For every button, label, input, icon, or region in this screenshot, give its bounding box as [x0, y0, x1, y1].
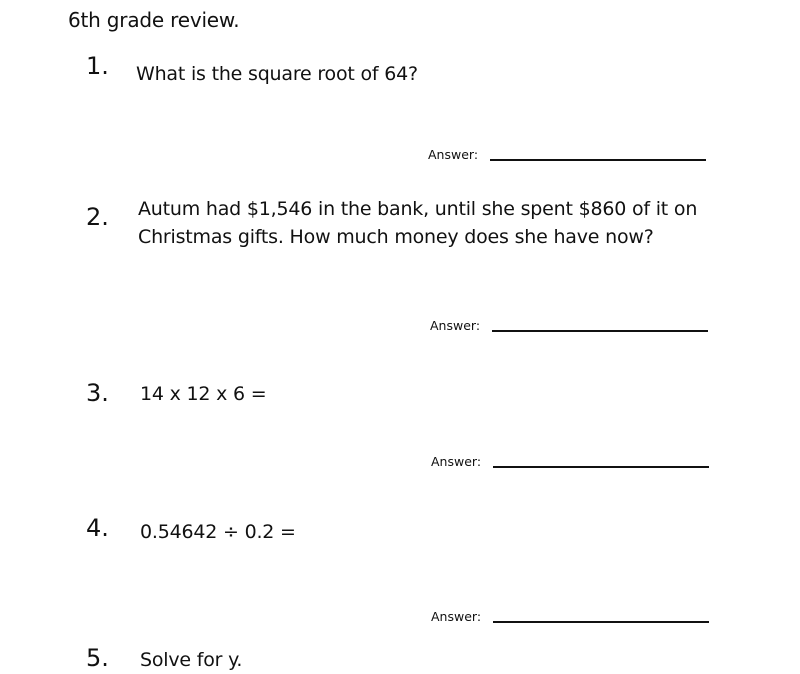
answer-label: Answer:: [431, 454, 482, 469]
answer-label: Answer:: [430, 318, 481, 333]
question-4-number: 4.: [86, 514, 109, 542]
answer-row-3: [431, 454, 731, 474]
answer-label: Answer:: [428, 147, 479, 162]
question-3-number: 3.: [86, 379, 109, 407]
answer-line[interactable]: [492, 330, 708, 332]
question-5-number: 5.: [86, 644, 109, 672]
question-1-number: 1.: [86, 52, 109, 80]
answer-row-2: [430, 318, 730, 338]
answer-row-1: [428, 147, 728, 167]
answer-line[interactable]: [493, 621, 709, 623]
worksheet-title: 6th grade review.: [68, 8, 240, 32]
answer-label: Answer:: [431, 609, 482, 624]
question-2-number: 2.: [86, 203, 109, 231]
answer-line[interactable]: [493, 466, 709, 468]
question-2-text: Autum had $1,546 in the bank, until she spent $860 of it on Christmas gifts. How much money does she have now?: [138, 198, 698, 248]
question-3-text: 14 x 12 x 6 =: [140, 383, 267, 405]
question-1-text: What is the square root of 64?: [136, 63, 418, 85]
answer-row-4: [431, 609, 731, 629]
answer-line[interactable]: [490, 159, 706, 161]
question-5-text: Solve for y.: [140, 649, 243, 671]
question-4-text: 0.54642 ÷ 0.2 =: [140, 521, 296, 543]
